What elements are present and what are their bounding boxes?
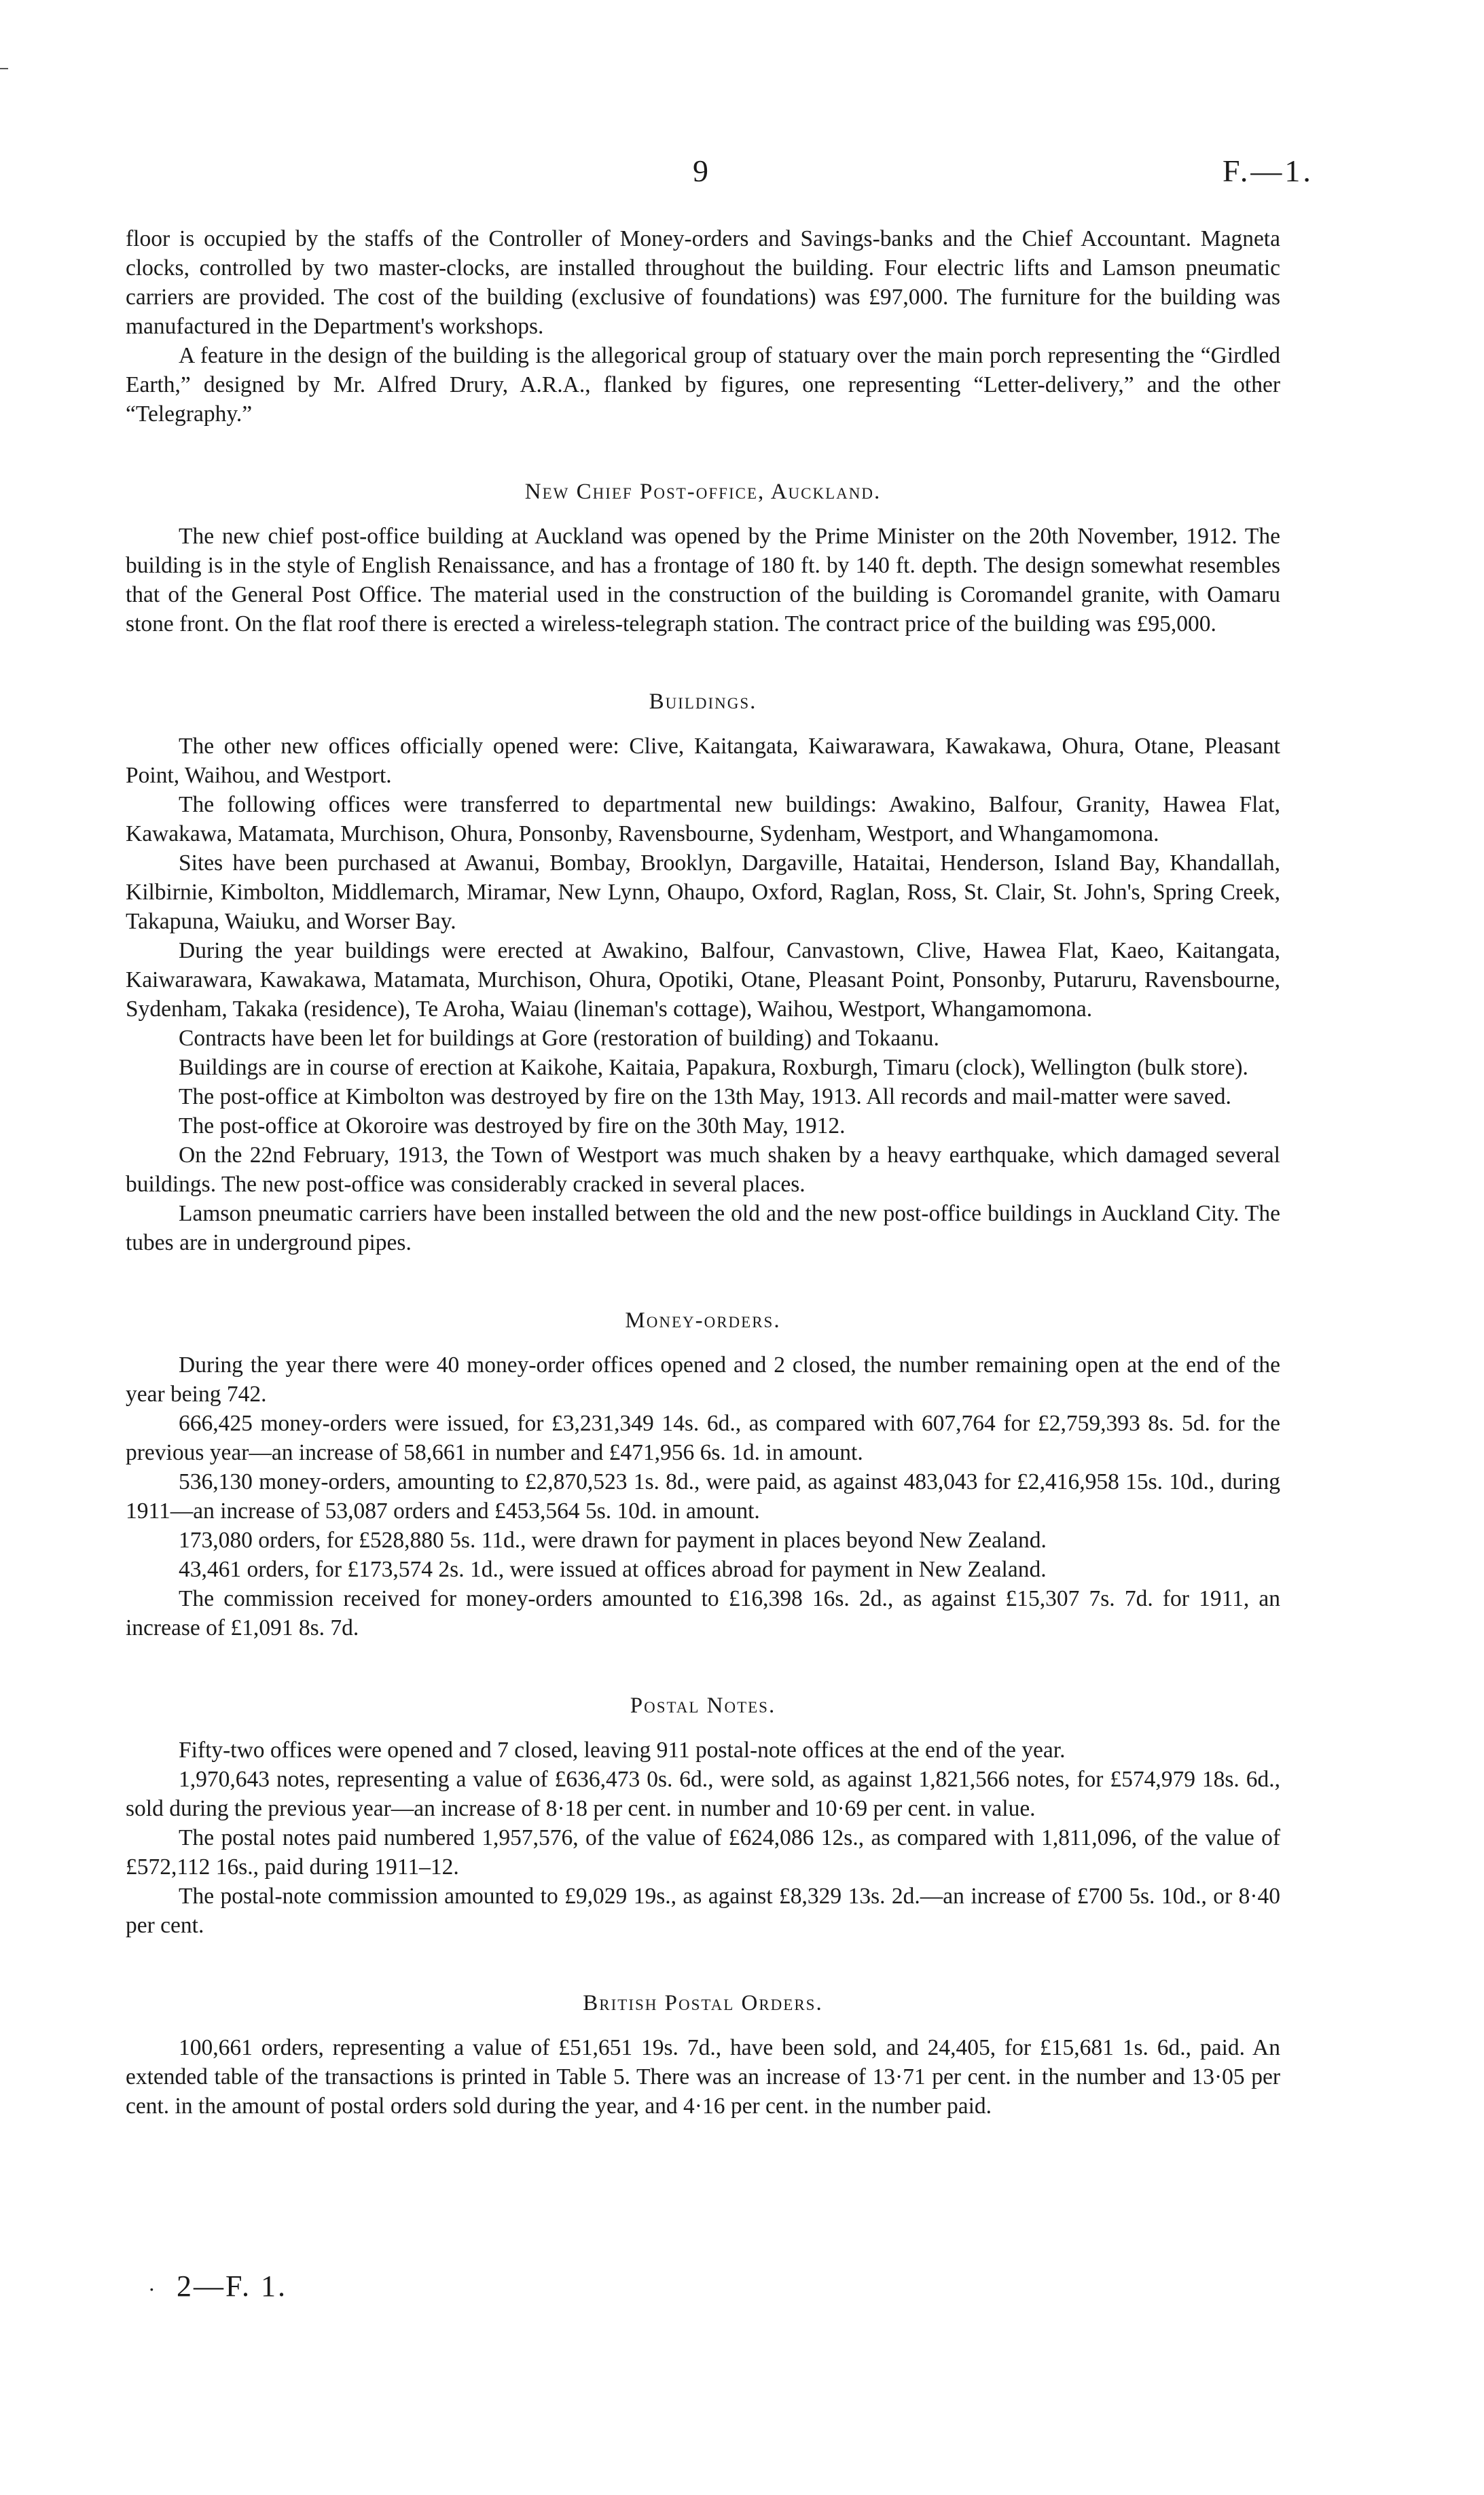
money-orders-paragraph: 43,461 orders, for £173,574 2s. 1d., were issued at offices abroad for payment in New Zealand.	[179, 1557, 1047, 1582]
edge-mark	[0, 68, 8, 69]
buildings-paragraph: Sites have been purchased at Awanui, Bombay, Brooklyn, Dargaville, Hataitai, Henderson, Island Bay, Khandallah, Kilbirnie, Kimbolton, Middlemarch, Miramar, New Lynn, Ohaupo, Oxford, Raglan, Ross, St. Clair, St. John's, Spring Creek, Takapuna, Waiuku, and Worser Bay.	[126, 850, 1280, 934]
intro-paragraph: A feature in the design of the building is the allegorical group of statuary over the main porch representing the “Girdled Earth,” designed by Mr. Alfred Drury, A.R.A., flanked by figures, one representing “Letter-delivery,” and the other “Telegraphy.”	[126, 343, 1280, 427]
footer-bullet: ·	[148, 2277, 156, 2301]
money-orders-paragraph: During the year there were 40 money-order offices opened and 2 closed, the number remaining open at the end of the year being 742.	[126, 1352, 1280, 1407]
document-reference: F.—1.	[1223, 154, 1314, 188]
section-heading-auckland: New Chief Post-office, Auckland.	[524, 480, 882, 504]
money-orders-paragraph: 173,080 orders, for £528,880 5s. 11d., were drawn for payment in places beyond New Zealand.	[179, 1528, 1047, 1553]
intro-paragraph: floor is occupied by the staffs of the Controller of Money-orders and Savings-banks and the Chief Accountant. Magneta clocks, controlled by two master-clocks, are installed throughout the building. Four electric lifts and Lamson pneumatic carriers are provided. The cost of the building (exclusive of foundations) was £97,000. The furniture for the building was manufactured in the Department's workshops.	[126, 226, 1280, 339]
buildings-paragraph: Buildings are in course of erection at Kaikohe, Kaitaia, Papakura, Roxburgh, Timaru (clock), Wellington (bulk store).	[179, 1055, 1248, 1080]
money-orders-paragraph: The commission received for money-orders amounted to £16,398 16s. 2d., as against £15,307 7s. 7d. for 1911, an increase of £1,091 8s. 7d.	[126, 1586, 1280, 1640]
buildings-paragraph: The other new offices officially opened were: Clive, Kaitangata, Kaiwarawara, Kawakawa, Ohura, Otane, Pleasant Point, Waihou, and Westport.	[126, 734, 1280, 788]
footer-signature: 2—F. 1.	[177, 2269, 287, 2303]
money-orders-paragraph: 666,425 money-orders were issued, for £3,231,349 14s. 6d., as compared with 607,764 for £2,759,393 8s. 5d. for the previous year—an increase of 58,661 in number and £471,956 6s. 1d. in amount.	[126, 1411, 1280, 1465]
buildings-paragraph: The post-office at Okoroire was destroyed by fire on the 30th May, 1912.	[179, 1113, 846, 1138]
document-body	[126, 224, 1280, 2121]
buildings-paragraph: Lamson pneumatic carriers have been installed between the old and the new post-office buildings in Auckland City. The tubes are in underground pipes.	[126, 1201, 1280, 1255]
section-heading-money-orders: Money-orders.	[625, 1308, 781, 1333]
buildings-paragraph: During the year buildings were erected at Awakino, Balfour, Canvastown, Clive, Hawea Flat, Kaeo, Kaitangata, Kaiwarawara, Kawakawa, Matamata, Murchison, Ohura, Opotiki, Otane, Pleasant Point, Ponsonby, Putaruru, Ravensbourne, Sydenham, Takaka (residence), Te Aroha, Waiau (lineman's cottage), Waihou, Westport, Whangamomona.	[126, 938, 1280, 1022]
buildings-paragraph: Contracts have been let for buildings at Gore (restoration of building) and Tokaanu.	[179, 1026, 939, 1051]
section-heading-british-postal-orders: British Postal Orders.	[583, 1991, 823, 2015]
postal-notes-paragraph: Fifty-two offices were opened and 7 closed, leaving 911 postal-note offices at the end of the year.	[179, 1738, 1066, 1763]
buildings-paragraph: On the 22nd February, 1913, the Town of Westport was much shaken by a heavy earthquake, which damaged several buildings. The new post-office was considerably cracked in several places.	[126, 1143, 1280, 1197]
money-orders-paragraph: 536,130 money-orders, amounting to £2,870,523 1s. 8d., were paid, as against 483,043 for £2,416,958 15s. 10d., during 1911—an increase of 53,087 orders and £453,564 5s. 10d. in amount.	[126, 1469, 1280, 1524]
postal-notes-paragraph: The postal notes paid numbered 1,957,576, of the value of £624,086 12s., as compared with 1,811,096, of the value of £572,112 16s., paid during 1911–12.	[126, 1825, 1280, 1880]
page-number: 9	[693, 154, 709, 188]
section-heading-buildings: Buildings.	[649, 689, 757, 714]
auckland-paragraph: The new chief post-office building at Auckland was opened by the Prime Minister on the 20th November, 1912. The building is in the style of English Renaissance, and has a frontage of 180 ft. by 140 ft. depth. The design somewhat resembles that of the General Post Office. The material used in the construction of the building is Coromandel granite, with Oamaru stone front. On the flat roof there is erected a wireless-telegraph station. The contract price of the building was £95,000.	[126, 524, 1280, 636]
postal-notes-paragraph: The postal-note commission amounted to £9,029 19s., as against £8,329 13s. 2d.—an increase of £700 5s. 10d., or 8·40 per cent.	[126, 1884, 1280, 1938]
british-postal-orders-paragraph: 100,661 orders, representing a value of £51,651 19s. 7d., have been sold, and 24,405, for £15,681 1s. 6d., paid. An extended table of the transactions is printed in Table 5. There was an increase of 13·71 per cent. in the number and 13·05 per cent. in the amount of postal orders sold during the year, and 4·16 per cent. in the number paid.	[126, 2035, 1280, 2119]
section-heading-postal-notes: Postal Notes.	[630, 1693, 776, 1718]
postal-notes-paragraph: 1,970,643 notes, representing a value of £636,473 0s. 6d., were sold, as against 1,821,566 notes, for £574,979 18s. 6d., sold during the previous year—an increase of 8·18 per cent. in number and 10·69 per cent. in value.	[126, 1767, 1280, 1821]
buildings-paragraph: The post-office at Kimbolton was destroyed by fire on the 13th May, 1913. All records and mail-matter were saved.	[179, 1084, 1231, 1109]
buildings-paragraph: The following offices were transferred to departmental new buildings: Awakino, Balfour, Granity, Hawea Flat, Kawakawa, Matamata, Murchison, Ohura, Ponsonby, Ravensbourne, Sydenham, Westport, and Whangamomona.	[126, 792, 1280, 846]
